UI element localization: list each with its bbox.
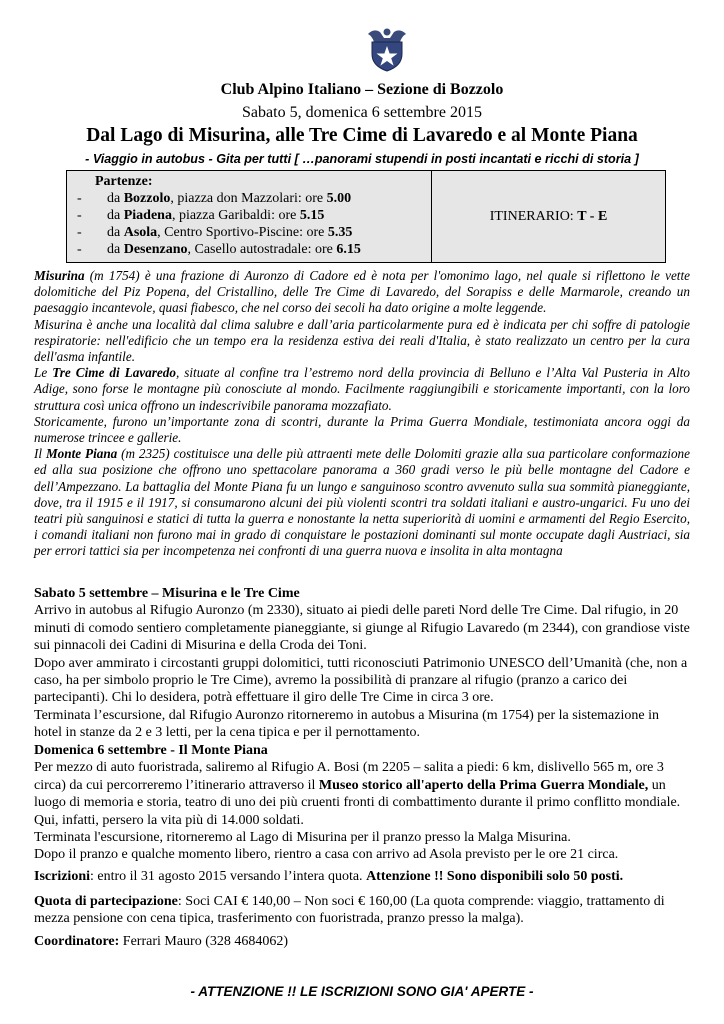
intro-paragraph: Il Monte Piana (m 2325) costituisce una delle più attraenti mete delle Dolomiti grazie alla sua particolare conformazione ed alla sua posizione che offrono uno spettacolare panorama a 360 gradi verso le più belle montagne del Cadore e dell’Ampezzano. La battaglia del Monte Piana fu un lungo e sanguinoso scontro avvenuto sulla sua sommità pianeggiante, dove, tra il 1915 e il 1917, si consumarono alcuni dei più violenti scontri tra soldati italiani e austro-ungarici. Fu uno dei teatri più sanguinosi e statici di tutta la guerra e nonostante la netta superiorità di uomini e armamenti del Regio Esercito, i comandi italiani non furono mai in grado di conquistare le postazioni dominanti sul monte occupate dagli Austriaci, sia per errori tattici sia per incompetenza nei confronti di una guerra nuova e insolita in alta montagna <box>34 446 690 559</box>
section-paragraph: Terminata l'escursione, ritorneremo al Lago di Misurina per il pranzo presso la Malga Misurina. <box>34 830 571 846</box>
section-paragraph: Dopo aver ammirato i circostanti gruppi dolomitici, tutti riconosciuti Patrimonio UNESCO dell’Umanità (che, non a caso, ha per simbolo proprio le Tre Cime), avremo la possibilità di pranzare al rifugio (pranzo a carico dei partecipanti). Chi lo desidera, potrà effettuare il giro delle Tre Cime in circa 3 ore. <box>34 655 688 706</box>
departure-row: - da Desenzano, Casello autostradale: ore 6.15 <box>77 242 361 257</box>
section-paragraph: Terminata l’escursione, dal Rifugio Auronzo ritorneremo in autobus a Misurina (m 1754) per la sistemazione in hotel in stanze da 2 e 3 letti, per la cena tipica e per il pernottamento. <box>34 707 659 741</box>
sunday-section <box>34 742 690 864</box>
intro-text <box>34 268 690 560</box>
fee-info: Quota di partecipazione: Soci CAI € 140,00 – Non soci € 160,00 (La quota comprende: viaggio, trattamento di mezza pensione con cena tipica, trasferimento con fuoristrada, pranzo presso la malga). <box>34 894 665 927</box>
registration-warning: Attenzione !! Sono disponibili solo 50 posti. <box>366 869 624 884</box>
section-paragraph: Dopo il pranzo e qualche momento libero, rientro a casa con arrivo ad Asola previsto per le ore 21 circa. <box>34 847 619 863</box>
departures-cell <box>67 171 432 263</box>
cai-logo <box>362 24 412 72</box>
departure-row: - da Piadena, piazza Garibaldi: ore 5.15 <box>77 208 325 223</box>
intro-paragraph: Misurina (m 1754) è una frazione di Auronzo di Cadore ed è nota per l'omonimo lago, nel quale si riflettono le vette dolomitiche del Piz Popena, del Cristallino, delle Tre Cime di Lavaredo, del Sorapiss e delle Marmarole, creando un paesaggio incantevole, quasi fiabesco, che nel corso dei secoli ha dato origine a molte leggende. <box>34 268 690 316</box>
event-dates: Sabato 5, domenica 6 settembre 2015 <box>242 104 482 121</box>
section-paragraph: Per mezzo di auto fuoristrada, saliremo al Rifugio A. Bosi (m 2205 – salita a piedi: 6 km, dislivello 565 m, ore 3 circa) da cui percorreremo l’itinerario attraverso il Museo storico all'aperto della Prima Guerra Mondiale, un luogo di memoria e storia, teatro di uno dei più cruenti fronti di combattimento durante il primo conflitto mondiale. Qui, infatti, persero la vita più di 14.000 soldati. <box>34 760 681 828</box>
intro-paragraph: Le Tre Cime di Lavaredo, situate al confine tra l’estremo nord della provincia di Belluno e l’Alta Val Pusteria in Alto Adige, sono forse le montagne più conosciute al mondo. Facilmente raggiungibili e storicamente importanti, con la loro struttura così unica offrono un indescrivibile panorama mozzafiato. <box>34 365 691 413</box>
sunday-title: Domenica 6 settembre - Il Monte Piana <box>34 743 268 758</box>
intro-paragraph: Storicamente, furono un’importante zona di scontri, durante la Prima Guerra Mondiale, testimoniata ancora oggi da numerose trincee e gallerie. <box>34 413 690 446</box>
departures-label: Partenze: <box>95 174 153 189</box>
coordinator-label: Coordinatore: <box>34 934 120 949</box>
departure-row: - da Asola, Centro Sportivo-Piscine: ore 5.35 <box>77 225 353 240</box>
saturday-section <box>34 585 690 742</box>
saturday-title: Sabato 5 settembre – Misurina e le Tre Cime <box>34 586 300 601</box>
registration-info: Iscrizioni: entro il 31 agosto 2015 versando l’intera quota. Attenzione !! Sono disponibili solo 50 posti. <box>34 869 624 884</box>
intro-paragraph: Misurina è anche una località dal clima salubre e dall’aria particolarmente pura ed è indicata per chi soffre di patologie respiratorie: nell'edificio che un tempo era la residenza estiva dei reali d'Italia, è stato realizzato un centro per la cura dell'asma infantile. <box>34 316 690 365</box>
fee-label: Quota di partecipazione <box>34 894 178 909</box>
page-subtitle: - Viaggio in autobus - Gita per tutti [ …panorami stupendi in posti incantati e ricchi di storia ] <box>85 152 639 166</box>
organization-name: Club Alpino Italiano – Sezione di Bozzolo <box>220 81 504 98</box>
itinerary-label: ITINERARIO: <box>489 209 578 224</box>
registration-label: Iscrizioni <box>34 869 90 884</box>
itinerary-value: T - E <box>577 209 608 224</box>
section-paragraph: Arrivo in autobus al Rifugio Auronzo (m 2330), situato ai piedi delle pareti Nord delle Tre Cime. Dal rifugio, in 20 minuti di comodo sentiero completamente pianeggiante, si giunge al Rifugio Lavaredo (m 2344), con grandiose viste sui pinnacoli dei Cadini di Misurina e della Croda dei Toni. <box>34 603 690 654</box>
itinerary-cell <box>432 171 666 263</box>
page-title: Dal Lago di Misurina, alle Tre Cime di Lavaredo e al Monte Piana <box>86 125 638 146</box>
departures-table <box>66 170 666 263</box>
coordinator-info: Coordinatore: Ferrari Mauro (328 4684062) <box>34 934 289 949</box>
footer-notice: - ATTENZIONE !! LE ISCRIZIONI SONO GIA' APERTE - <box>190 984 534 999</box>
departure-row: - da Bozzolo, piazza don Mazzolari: ore 5.00 <box>77 191 352 206</box>
